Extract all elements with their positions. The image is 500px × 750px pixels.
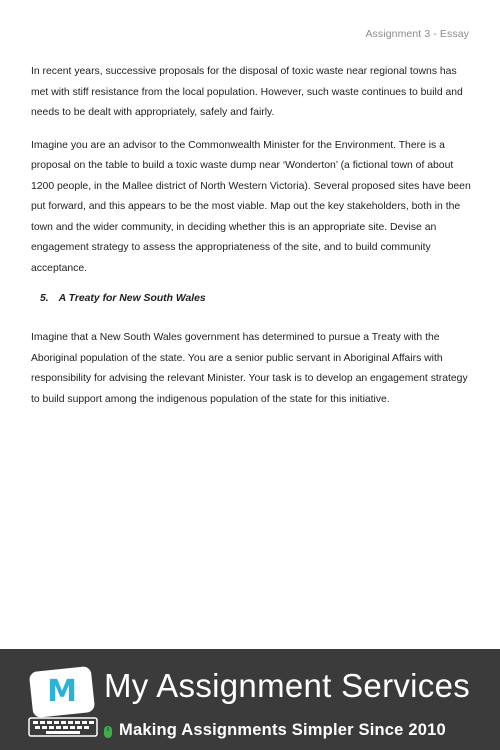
paragraph-question-4: Imagine you are an advisor to the Commonwealth Minister for the Environment. There is a proposal on the table to build a toxic waste dump near ‘Wonderton’ (a fictional town of about 1200 people, in the Mallee district of North Western Victoria). Several proposed sites have been put forward, and this appears to be the most viable. Map out the key stakeholders, both in the town and the wider community, in deciding whether this is an appropriate site. Devise an engagement strategy to assess the appropriateness of the site, and to build community acceptance. — [31, 139, 471, 274]
keyboard-icon — [28, 717, 98, 737]
brand-name: My Assignment Services — [104, 667, 471, 704]
paragraph-intro: In recent years, successive proposals for the disposal of toxic waste near regional towns has met with stiff resistance from the local population. However, such waste continues to build and needs to be dealt with appropriately, safely and fairly. — [31, 66, 463, 118]
page-header-title: Assignment 3 - Essay — [365, 28, 469, 40]
document-body — [31, 62, 471, 422]
paragraph-question-5: Imagine that a New South Wales government has determined to pursue a Treaty with the Aboriginal population of the state. You are a senior public servant in Aboriginal Affairs with responsibility for advising the relevant Minister. Your task is to develop an engagement strategy to build support among the indigenous population of the state for this initiative. — [31, 332, 468, 405]
brand-footer — [0, 649, 500, 750]
mouse-icon — [103, 725, 113, 739]
brand-logo-letter: M — [47, 674, 77, 709]
brand-logo — [29, 666, 95, 718]
section-number: 5. — [40, 293, 49, 304]
brand-tagline: Making Assignments Simpler Since 2010 — [119, 721, 446, 739]
section-heading — [40, 291, 471, 307]
section-title: A Treaty for New South Wales — [58, 293, 206, 304]
